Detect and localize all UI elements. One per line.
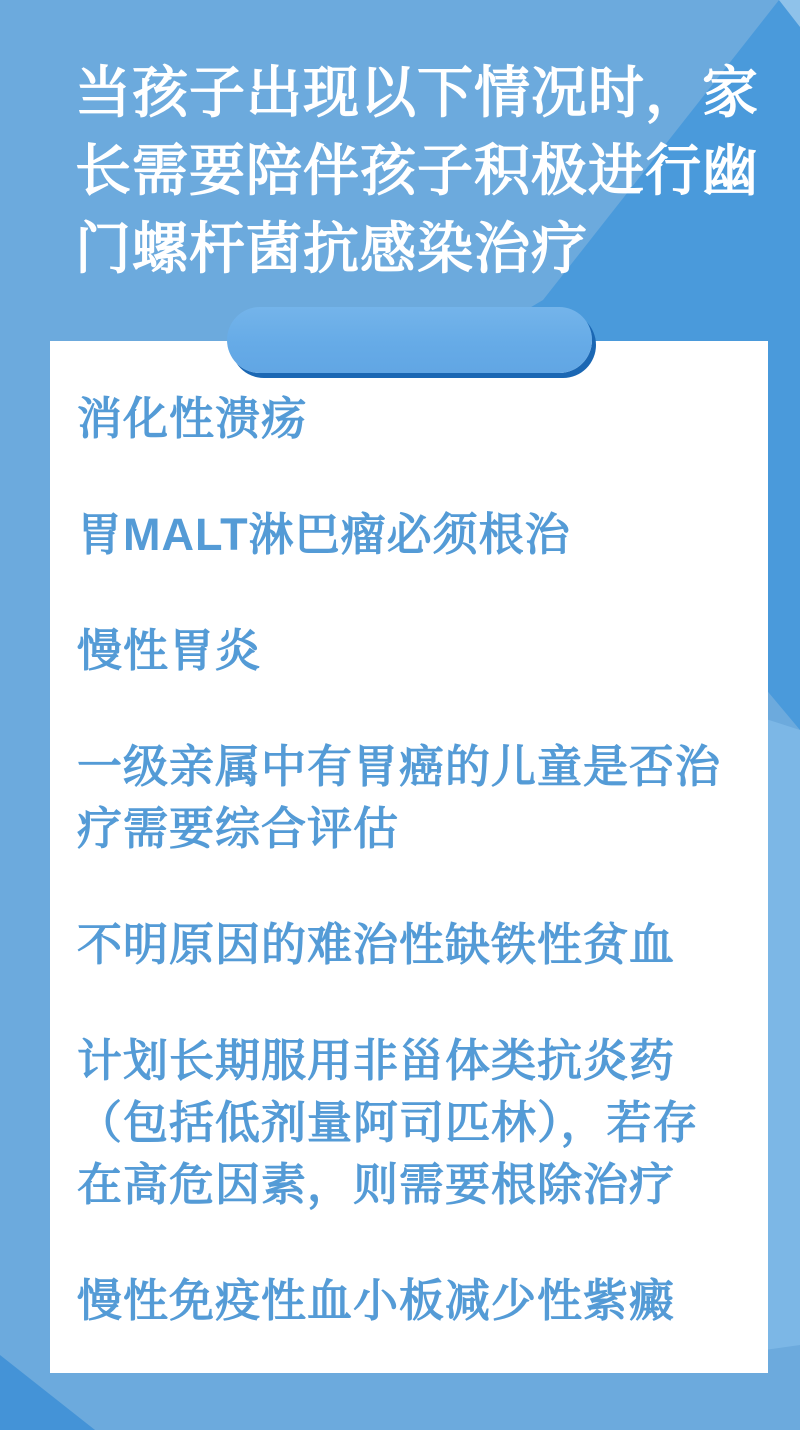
- poster-title-line-2: 长需要陪伴孩子积极进行幽: [75, 139, 759, 202]
- condition-item-itp-purpura: 慢性免疫性血小板减少性紫癜: [77, 1275, 676, 1326]
- poster-title: [75, 54, 775, 288]
- condition-item-chronic-gastritis: 慢性胃炎: [77, 625, 262, 676]
- poster-title-line-1: 当孩子出现以下情况时，家: [75, 61, 759, 124]
- condition-list: [77, 388, 740, 1332]
- condition-item-peptic-ulcer: 消化性溃疡: [77, 393, 308, 444]
- condition-item-family-gastric-cancer: 一级亲属中有胃癌的儿童是否治疗需要综合评估: [77, 741, 722, 854]
- poster-title-line-3: 门螺杆菌抗感染治疗: [75, 217, 588, 280]
- header-tab-pill: [227, 307, 592, 373]
- condition-item-iron-deficiency-anemia: 不明原因的难治性缺铁性贫血: [77, 919, 676, 970]
- condition-item-nsaid-use: 计划长期服用非甾体类抗炎药（包括低剂量阿司匹林），若存在高危因素，则需要根除治疗: [77, 1035, 699, 1210]
- condition-item-malt-lymphoma: 胃MALT淋巴瘤必须根治: [77, 509, 571, 560]
